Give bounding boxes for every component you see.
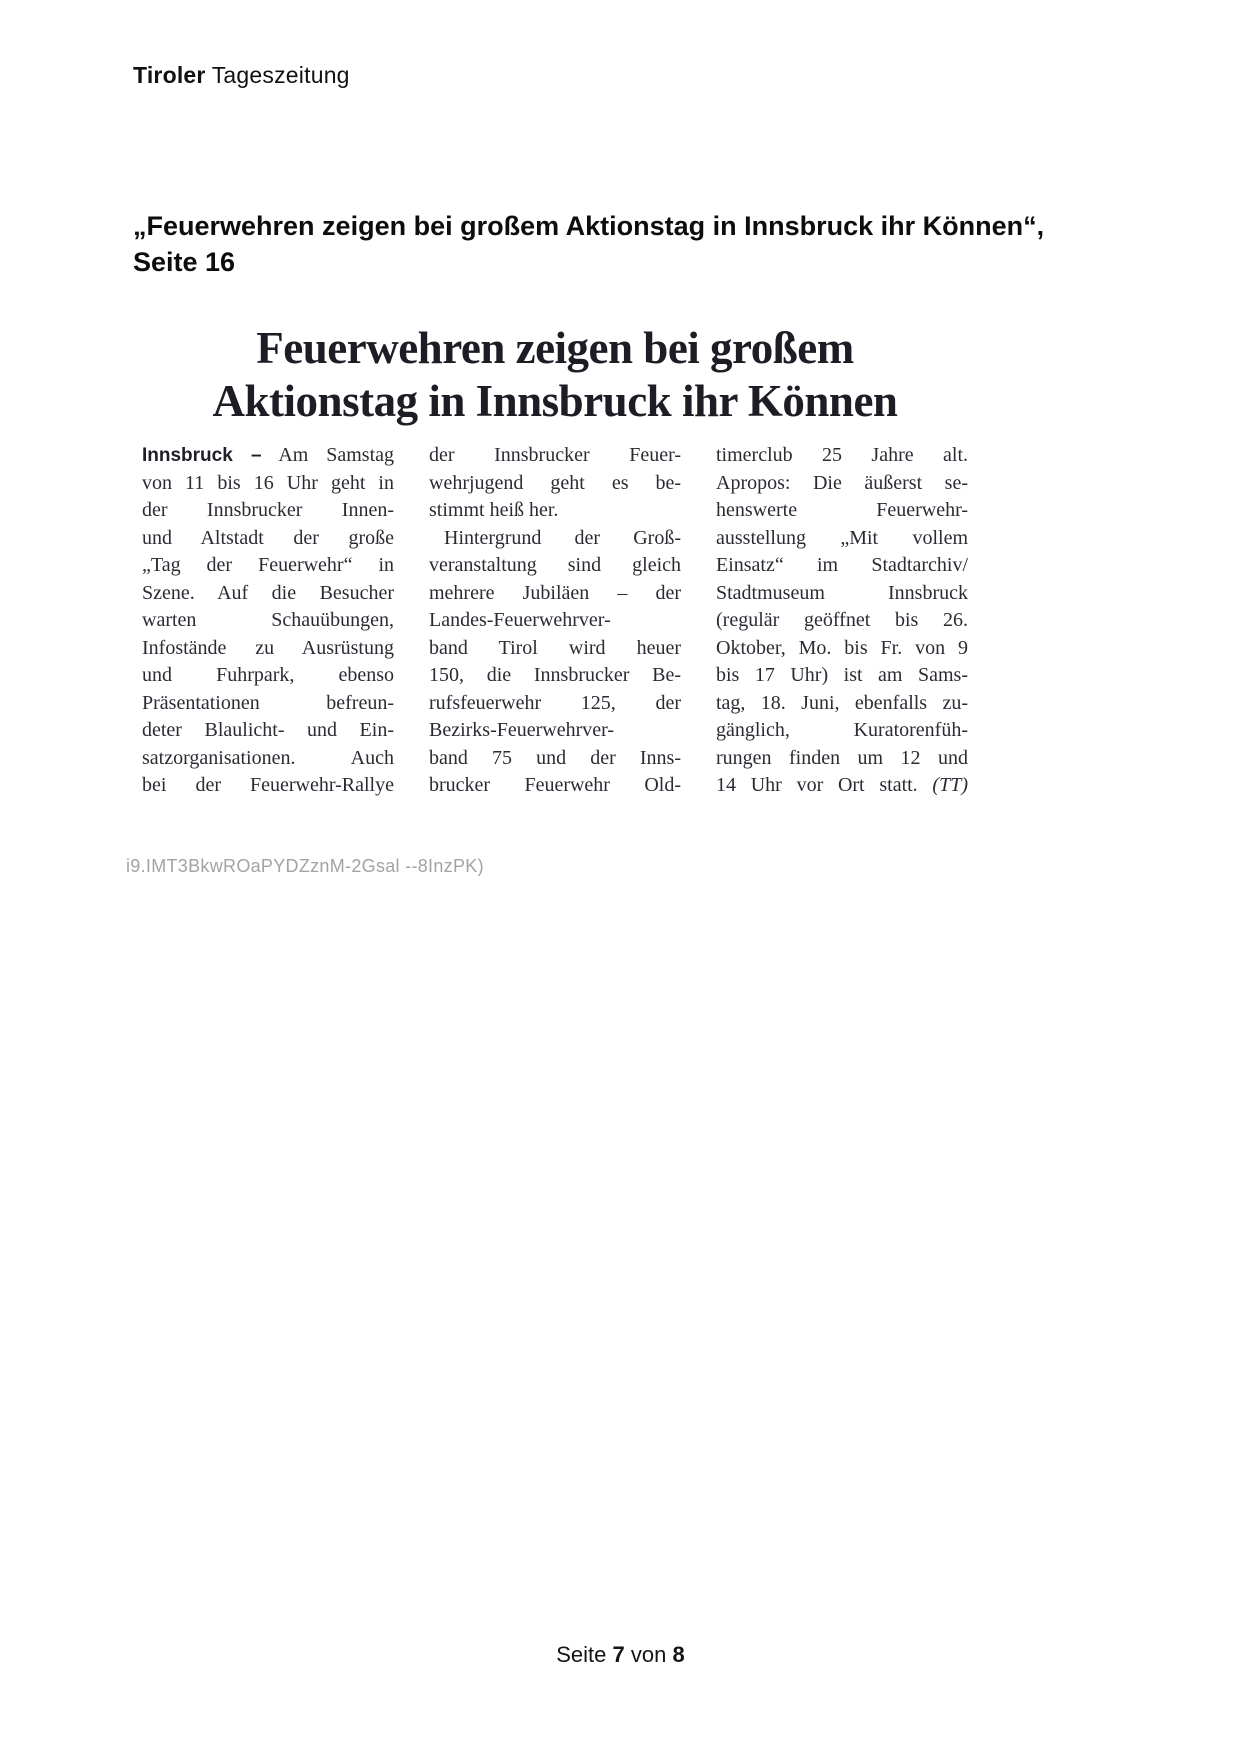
article-line: satzorganisationen. Auch (142, 746, 394, 769)
article-line: Hintergrund der Groß- (444, 526, 681, 549)
article-line: Landes-Feuerwehrver- (429, 609, 611, 631)
article-line: rungen finden um 12 und (716, 746, 968, 769)
article-columns (142, 442, 968, 800)
article-line: veranstaltung sind gleich (429, 554, 681, 576)
article-headline (142, 322, 968, 428)
article-line: Stadtmuseum Innsbruck (716, 581, 968, 604)
article-line: bei der Feuerwehr-Rallye (142, 774, 394, 796)
article-line (142, 442, 394, 470)
article-line: 150, die Innsbrucker Be- (429, 664, 681, 686)
article-line: band 75 und der Inns- (429, 746, 681, 769)
article-line: Szene. Auf die Besucher (142, 581, 394, 604)
clipping-reference-title (133, 208, 1093, 280)
article-line: mehrere Jubiläen – der (429, 581, 681, 604)
article-line: von 11 bis 16 Uhr geht in (142, 471, 394, 494)
article-line: „Tag der Feuerwehr“ in (142, 554, 394, 576)
article-line: Infostände zu Ausrüstung (142, 636, 394, 659)
article-line: wehrjugend geht es be- (429, 471, 681, 494)
reference-title-line2: Seite 16 (133, 247, 236, 277)
footer-separator: von (630, 1642, 667, 1667)
article-line: warten Schauübungen, (142, 609, 394, 631)
page-footer (0, 1642, 1241, 1668)
article-column-2 (429, 442, 681, 800)
brand-regular: Tageszeitung (205, 62, 350, 88)
article-headline-line2: Aktionstag in Innsbruck ihr Können (212, 376, 898, 426)
footer-current-page: 7 (612, 1642, 625, 1667)
article-credit: (TT) (932, 774, 968, 796)
article-column-1 (142, 442, 394, 800)
article-line: und Fuhrpark, ebenso (142, 664, 394, 686)
footer-total-pages: 8 (672, 1642, 685, 1667)
footer-prefix: Seite (556, 1642, 607, 1667)
article-line: brucker Feuerwehr Old- (429, 774, 681, 796)
newspaper-clipping (142, 322, 968, 800)
article-line: der Innsbrucker Feuer- (429, 444, 681, 466)
article-line: und Altstadt der große (142, 526, 394, 549)
article-line (716, 772, 968, 800)
article-column-3 (716, 442, 968, 800)
article-line: band Tirol wird heuer (429, 636, 681, 659)
article-line: Bezirks-Feuerwehrver- (429, 719, 615, 741)
article-line: (regulär geöffnet bis 26. (716, 609, 968, 631)
article-line: timerclub 25 Jahre alt. (716, 444, 968, 466)
scan-watermark-code: i9.IMT3BkwROaPYDZznM-2Gsal --8InzPK) (126, 856, 484, 876)
article-last-line: 14 Uhr vor Ort statt. (716, 774, 918, 796)
article-line: stimmt heiß her. (429, 499, 559, 521)
reference-title-line1: „Feuerwehren zeigen bei großem Aktionstag in Innsbruck ihr Können“, (133, 211, 1045, 241)
article-line: deter Blaulicht- und Ein- (142, 719, 394, 741)
article-line: Präsentationen befreun- (142, 691, 394, 714)
article-lead-in: Innsbruck – (142, 445, 262, 466)
article-line: Oktober, Mo. bis Fr. von 9 (716, 636, 968, 659)
article-line: tag, 18. Juni, ebenfalls zu- (716, 691, 968, 714)
article-line: der Innsbrucker Innen- (142, 499, 394, 521)
brand-bold: Tiroler (133, 62, 206, 88)
article-line: gänglich, Kuratorenfüh- (716, 719, 968, 741)
article-line: rufsfeuerwehr 125, der (429, 691, 681, 714)
article-line: henswerte Feuerwehr- (716, 499, 968, 521)
article-headline-line1: Feuerwehren zeigen bei großem (256, 323, 854, 373)
article-line: ausstellung „Mit vollem (716, 526, 968, 549)
newspaper-brand (133, 62, 350, 89)
article-line: Einsatz“ im Stadtarchiv/ (716, 554, 968, 576)
article-line: bis 17 Uhr) ist am Sams- (716, 664, 968, 686)
article-line: Apropos: Die äußerst se- (716, 471, 968, 494)
article-lead-rest: Am Samstag (261, 444, 394, 466)
